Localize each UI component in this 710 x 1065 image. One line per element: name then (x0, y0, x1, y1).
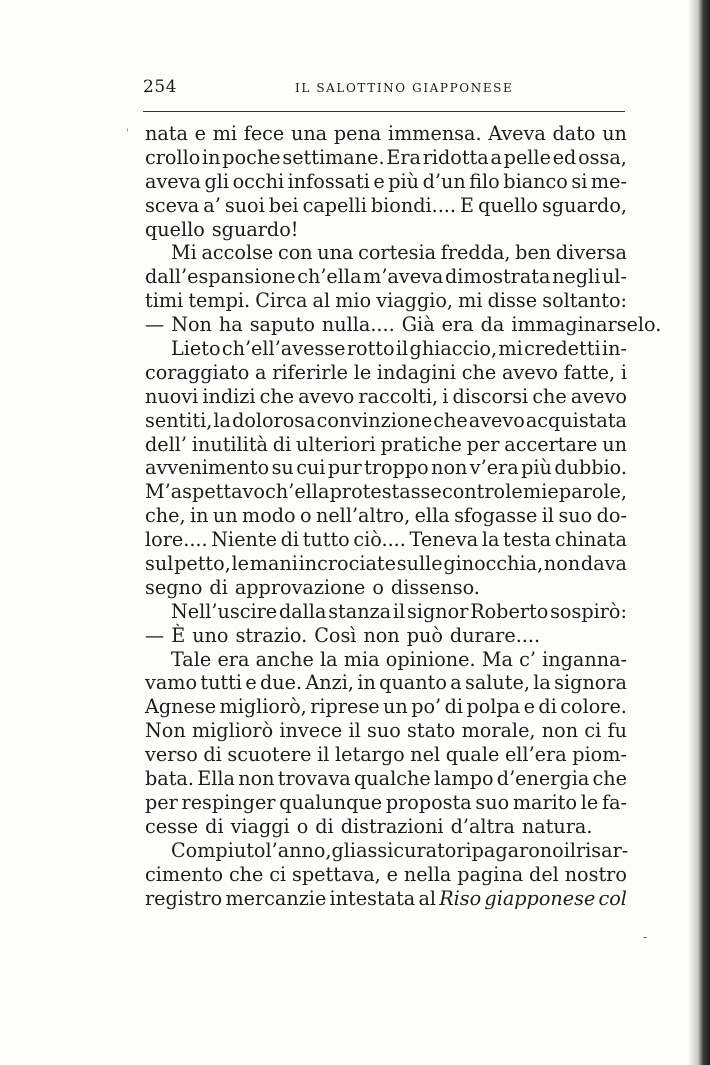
text-line: dall’espansione ch’ella m’aveva dimostrata negli ul- (145, 265, 627, 289)
margin-mark: ' (126, 128, 129, 139)
running-head: IL SALOTTINO GIAPPONESE (295, 81, 514, 95)
text-line: sceva a’ suoi bei capelli biondi.... E quello sguardo, (145, 193, 627, 217)
text-line: dell’ inutilità di ulteriori pratiche per accertare un (145, 432, 627, 456)
text-line: crollo in poche settimane. Era ridotta a pelle ed ossa, (145, 145, 627, 169)
text-line: che, in un modo o nell’altro, ella sfogasse il suo do- (145, 504, 627, 528)
text-line: Compiuto l’anno, gli assicuratori pagarono il risar- (171, 838, 629, 862)
page-edge-shadow (688, 0, 710, 1065)
text-line: sul petto, le mani incrociate sulle ginocchia, non dava (145, 552, 627, 576)
text-line: per respinger qualunque proposta suo marito le fa- (145, 790, 627, 814)
text-line: sentiti, la dolorosa convinzione che avevo acquistata (145, 408, 627, 432)
text-line: Agnese migliorò, riprese un po’ di polpa e di colore. (145, 695, 627, 719)
text-line: Nell’uscire dalla stanza il signor Roberto sospirò: (171, 599, 627, 623)
text-line: segno di approvazione o dissenso. (145, 575, 480, 599)
text-line: Non migliorò invece il suo stato morale, non ci fu (145, 719, 627, 743)
text-line: Tale era anche la mia opinione. Ma c’ inganna- (171, 647, 627, 671)
page-header (143, 77, 625, 101)
text-line: lore.... Niente di tutto ciò.... Teneva la testa chinata (145, 528, 627, 552)
text-line: timi tempi. Circa al mio viaggio, mi disse soltanto: (145, 289, 627, 313)
body-text (145, 122, 662, 910)
text-line: Mi accolse con una cortesia fredda, ben diversa (171, 241, 627, 265)
text-line: Lieto ch’ell’avesse rotto il ghiaccio, mi credetti in- (171, 337, 627, 361)
text-line: coraggiato a riferirle le indagini che avevo fatte, i (145, 360, 627, 384)
text-line: verso di scuotere il letargo nel quale ell’era piom- (145, 743, 627, 767)
text-line: nata e mi fece una pena immensa. Aveva dato un (145, 122, 627, 145)
text-line: vamo tutti e due. Anzi, in quanto a salute, la signora (145, 671, 627, 695)
text-line: aveva gli occhi infossati e più d’un filo bianco si me- (145, 169, 627, 193)
text-line: registro mercanzie intestata al Riso giapponese col (145, 886, 627, 910)
text-line: bata. Ella non trovava qualche lampo d’energia che (145, 767, 627, 791)
text-line: — È uno strazio. Così non può durare.... (145, 623, 541, 647)
page-number: 254 (143, 77, 177, 97)
text-line: cesse di viaggi o di distrazioni d’altra natura. (145, 814, 593, 838)
text-line: M’aspettavo ch’ella protestasse contro le mie parole, (145, 480, 627, 504)
text-line: cimento che ci spettava, e nella pagina del nostro (145, 862, 627, 886)
text-line: quello sguardo! (145, 217, 299, 241)
text-line: avvenimento su cui pur troppo non v’era più dubbio. (145, 456, 627, 480)
text-line: nuovi indizi che avevo raccolti, i discorsi che avevo (145, 384, 627, 408)
text-line: — Non ha saputo nulla.... Già era da immaginarselo. (145, 313, 662, 337)
margin-mark: - (643, 930, 648, 944)
header-rule (143, 111, 625, 112)
